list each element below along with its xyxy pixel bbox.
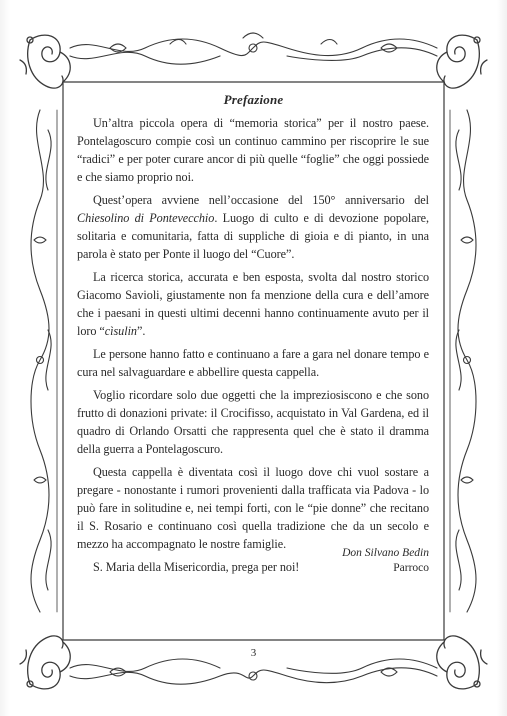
paragraph-text: . Luogo di culto e di devozione popolare, solitaria e comunitaria, fatta di suppliche di gioia e di pianto, in una parola è stato per Ponte il luogo del “Cuore”. [77, 211, 429, 261]
left-scroll-ornament [31, 110, 51, 612]
paragraph [77, 345, 429, 381]
corner-flourish-top-left [20, 35, 70, 88]
paragraph-text: ”. [136, 324, 146, 338]
paragraph [77, 114, 429, 186]
preface-body [77, 114, 429, 581]
italic-text: Chiesolino di Pontevecchio [77, 211, 215, 225]
signature-role: Parroco [393, 562, 429, 574]
paragraph [77, 463, 429, 553]
signature-block [342, 546, 429, 576]
page-number: 3 [250, 647, 257, 659]
top-scroll-ornament [70, 33, 437, 64]
corner-flourish-top-right [437, 35, 487, 88]
paragraph [77, 191, 429, 263]
paragraph-text: Le persone hanno fatto e continuano a fare a gara nel donare tempo e cura nel salvaguardare e abbellire questa cappella. [77, 347, 429, 379]
paragraph [77, 268, 429, 340]
signature-name: Don Silvano Bedin [342, 547, 429, 559]
corner-flourish-bottom-left [20, 636, 70, 689]
right-scroll-ornament [456, 110, 476, 612]
page-title: Prefazione [223, 92, 284, 107]
paragraph-text: Voglio ricordare solo due oggetti che la impreziosiscono e che sono frutto di donazioni private: il Crocifisso, acquistato in Val Gardena, ed il quadro di Orlando Orsatti che rappresenta quel che è stato il dramma della guerra a Pontelagoscuro. [77, 388, 429, 456]
paragraph-text: La ricerca storica, accurata e ben esposta, svolta dal nostro storico Giacomo Savioli, giustamente non fa menzione della cura e dell’amore che i paesani in questi ultimi decenni hanno continuamente avuto per il loro “ [77, 270, 429, 338]
bottom-scroll-ornament [70, 659, 437, 684]
corner-flourish-bottom-right [437, 636, 487, 689]
paragraph [77, 386, 429, 458]
paragraph-text: Questa cappella è diventata così il luogo dove chi vuol sostare a pregare - nonostante i rumori provenienti dalla trafficata via Padova - lo può fare in solitudine e, nei tempi forti, con le “pie donne” che recitano il S. Rosario e continuano così quella tradizione che da un secolo e mezzo ha accompagnato le nostre famiglie. [77, 465, 429, 551]
paragraph-text: S. Maria della Misericordia, prega per noi! [93, 560, 300, 574]
paragraph-text: Un’altra piccola opera di “memoria storica” per il nostro paese. Pontelagoscuro compie così un continuo cammino per riscoprire le sue “radici” e per poter curare ancor di più quelle “foglie” che oggi possiede e che siamo proprio noi. [77, 116, 429, 184]
italic-text: cìsulin [104, 324, 137, 338]
paragraph-text: Quest’opera avviene nell’occasione del 150° anniversario del [93, 193, 429, 207]
